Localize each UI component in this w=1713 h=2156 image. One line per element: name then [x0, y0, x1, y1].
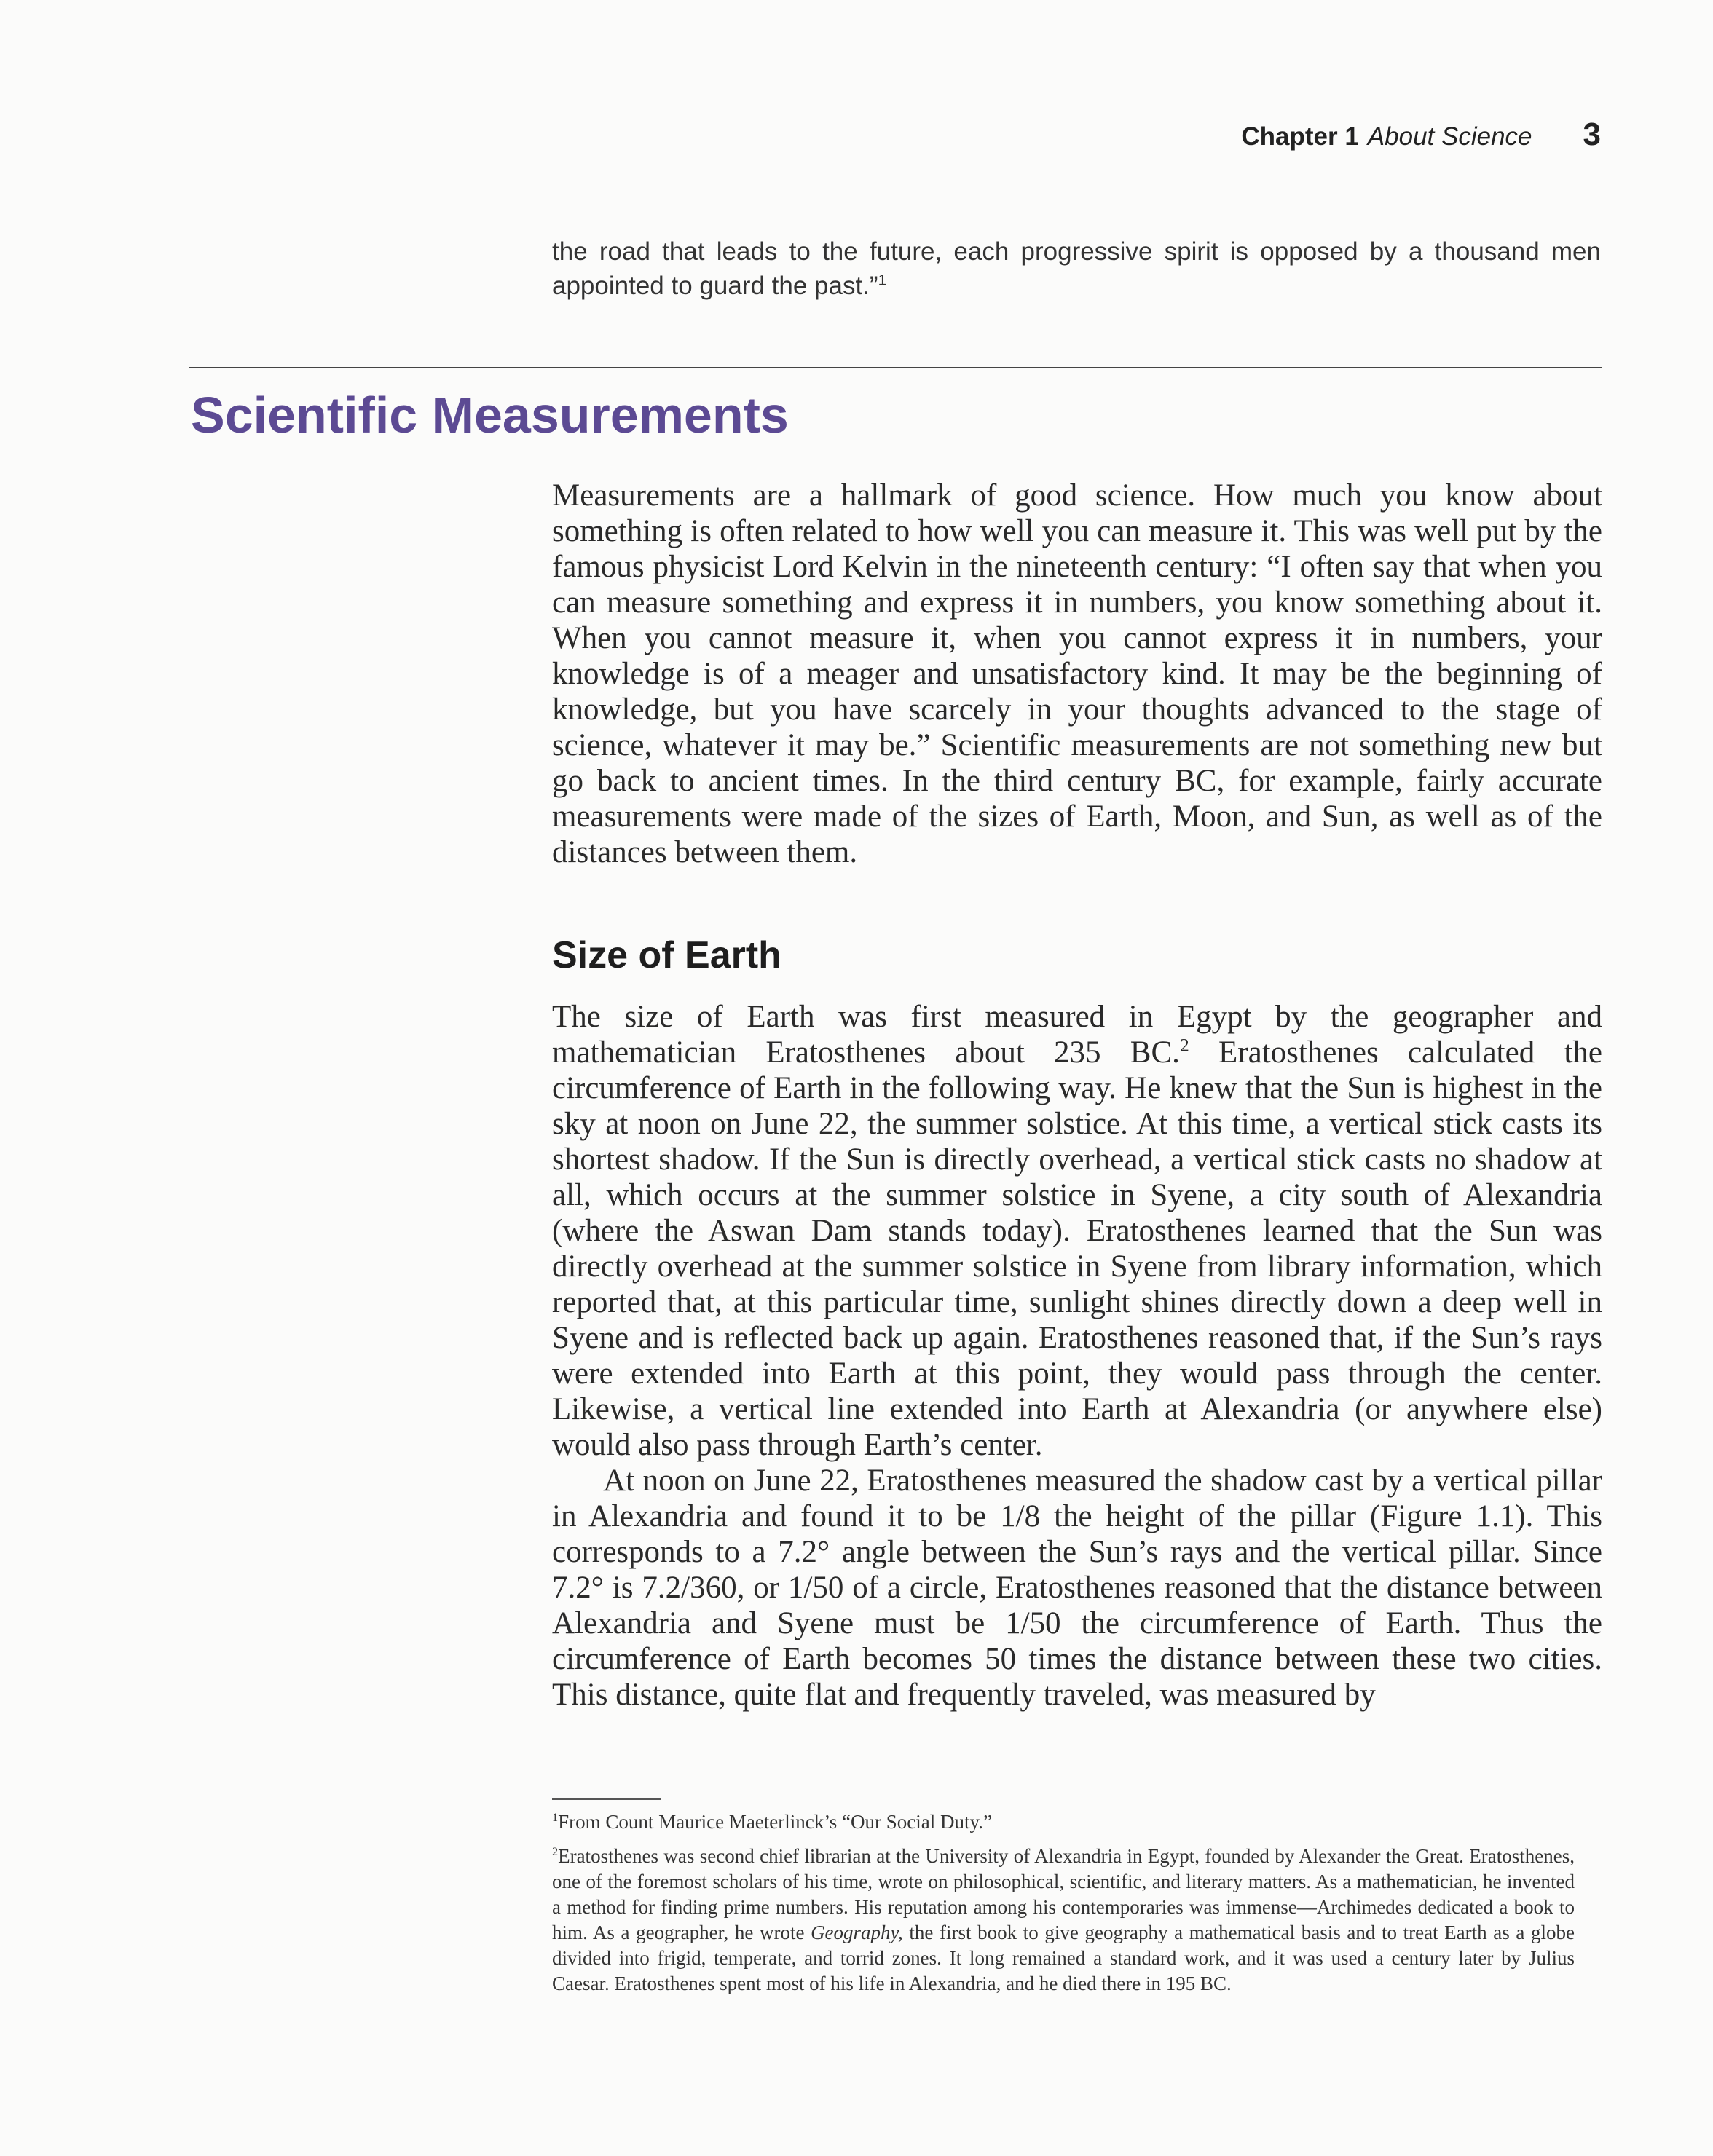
footnote-2 — [552, 1844, 1575, 1997]
footnote-2-number: 2 — [552, 1845, 559, 1858]
intro-paragraph — [552, 478, 1602, 870]
section-divider — [189, 367, 1602, 368]
subsection-heading: Size of Earth — [552, 934, 781, 976]
running-header — [728, 117, 1601, 153]
page-number: 3 — [1583, 117, 1601, 152]
paragraph-1-part-2: Eratosthenes calculated the circumference of Earth in the following way. He knew that the Sun is highest in the sky at noon on June 22, the summer solstice. At this time, a vertical stick casts its shortest shadow. If the Sun is directly overhead, a vertical stick casts no shadow at all, which occurs at the summer solstice in Syene, a city south of Alexandria (where the Aswan Dam stands today). Eratosthenes learned that the Sun was directly overhead at the summer solstice in Syene from library information, which reported that, at this particular time, sunlight shines directly down a deep well in Syene and is reflected back up again. Eratosthenes reasoned that, if the Sun’s rays were extended into Earth at this point, they would pass through the center. Likewise, a vertical line extended into Earth at Alexandria (or anywhere else) would also pass through Earth’s center. — [552, 1035, 1602, 1462]
chapter-label: Chapter 1 — [1241, 122, 1359, 151]
intro-paragraph-text: Measurements are a hallmark of good science. How much you know about something is often related to how well you can measure it. This was well put by the famous physicist Lord Kelvin in the nineteenth century: “I often say that when you can measure something and express it in numbers, you know something about it. When you cannot measure it, when you cannot express it in numbers, your knowledge is of a meager and unsatisfactory kind. It may be the beginning of knowledge, but you have scarcely in your thoughts advanced to the stage of science, whatever it may be.” Scientific measurements are not something new but go back to ancient times. In the third century BC, for example, fairly accurate measurements were made of the sizes of Earth, Moon, and Sun, as well as of the distances between them. — [552, 478, 1602, 869]
footnote-2-text-after: the first book to give geography a mathematical basis and to treat Earth as a globe divided into frigid, temperate, and torrid zones. It long remained a standard work, and it was used a century later by Julius Caesar. Eratosthenes spent most of his life in Alexandria, and he died there in 195 BC. — [552, 1922, 1575, 1994]
footnote-ref-1[interactable]: 1 — [878, 272, 887, 289]
footnote-1 — [552, 1809, 1575, 1835]
size-of-earth-body — [552, 999, 1602, 1713]
paragraph-1-part-1: The size of Earth was first measured in Egypt by the geographer and mathematician Eratosthenes about 235 BC. — [552, 1000, 1602, 1070]
chapter-title: About Science — [1367, 122, 1532, 151]
footnote-1-text: From Count Maurice Maeterlinck’s “Our Social Duty.” — [558, 1811, 992, 1833]
footnote-divider — [552, 1798, 661, 1800]
paragraph-2: At noon on June 22, Eratosthenes measured the shadow cast by a vertical pillar in Alexandria and found it to be 1/8 the height of the pillar (Figure 1.1). This corresponds to a 7.2° angle between the Sun’s rays and the vertical pillar. Since 7.2° is 7.2/360, or 1/50 of a circle, Eratosthenes reasoned that the distance between Alexandria and Syene must be 1/50 the circumference of Earth. Thus the circumference of Earth becomes 50 times the distance between these two cities. This distance, quite flat and frequently traveled, was measured by — [552, 1464, 1602, 1712]
quote-text: the road that leads to the future, each progressive spirit is opposed by a thousand men appointed to guard the past.” — [552, 237, 1601, 300]
footnote-2-book-title: Geography, — [811, 1922, 903, 1943]
footnote-1-number: 1 — [552, 1811, 559, 1824]
quote-continuation — [552, 234, 1601, 303]
footnote-2-text-before: Eratosthenes was second chief librarian at the University of Alexandria in Egypt, founded by Alexander the Great. Eratosthenes, one of the foremost scholars of his time, wrote on philosophical, scientific, and literary matters. As a mathematician, he invented a method for finding prime numbers. His reputation among his contemporaries was immense—Archimedes dedicated a book to him. As a geographer, he wrote — [552, 1845, 1575, 1943]
paragraph-1 — [552, 999, 1602, 1463]
footnotes — [552, 1809, 1575, 2005]
footnote-ref-2[interactable]: 2 — [1179, 1034, 1189, 1056]
section-heading: Scientific Measurements — [191, 387, 789, 443]
